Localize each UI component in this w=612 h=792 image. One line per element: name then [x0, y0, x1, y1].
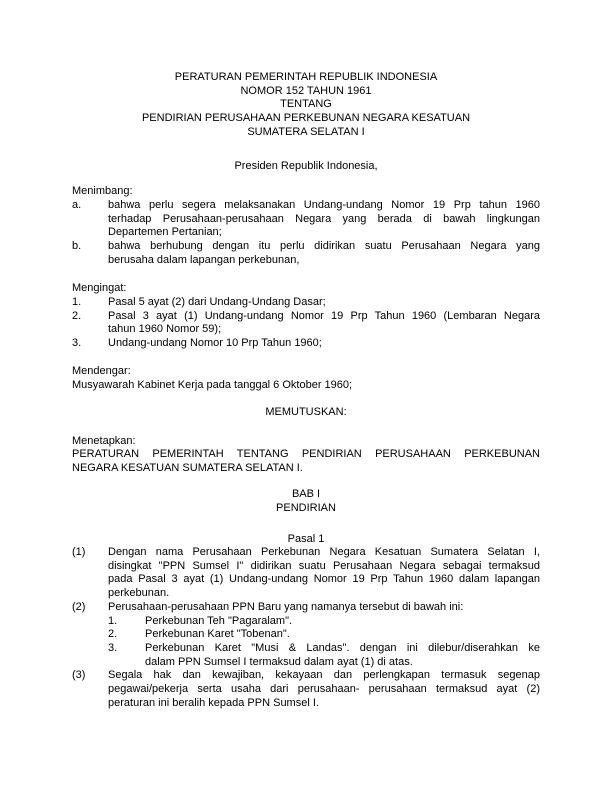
- mengingat-item-line: Undang-undang Nomor 10 Prp Tahun 1960;: [108, 337, 322, 350]
- title-line: PERATURAN PEMERINTAH REPUBLIK INDONESIA: [174, 71, 438, 83]
- memutuskan-heading: MEMUTUSKAN:: [265, 406, 347, 418]
- menimbang-item-marker: b.: [72, 240, 82, 253]
- sub-item-marker: 1.: [108, 614, 118, 627]
- bab-heading: [72, 488, 540, 515]
- mengingat-item-line: Pasal 5 ayat (2) dari Undang-Undang Dasar;: [108, 296, 326, 308]
- mengingat-item-marker: 1.: [72, 296, 82, 308]
- menimbang-item-line: bahwa perlu segera melaksanakan Undang-undang Nomor 19 Prp tahun 1960: [108, 199, 540, 211]
- title-line: PENDIRIAN PERUSAHAAN PERKEBUNAN NEGARA KESATUAN: [141, 112, 471, 125]
- mendengar-heading: Mendengar:: [72, 365, 131, 377]
- ayat-item-line: Dengan nama Perusahaan Perkebunan Negara Kesatuan Sumatera Selatan I,: [108, 546, 540, 558]
- sub-item-line: Perkebunan Teh "Pagaralam".: [145, 614, 293, 627]
- menetapkan-line: PERATURAN PEMERINTAH TENTANG PENDIRIAN PERUSAHAAN PERKEBUNAN: [72, 448, 540, 460]
- title-line: SUMATERA SELATAN I: [247, 125, 365, 138]
- sub-item-line: Perkebunan Karet "Musi & Landas". dengan ini dilebur/diserahkan ke: [145, 641, 540, 654]
- sub-item-line: dalam PPN Sumsel I termaksud dalam ayat (1) di atas.: [145, 655, 413, 668]
- menimbang-item: [108, 240, 540, 267]
- mengingat-item: [108, 310, 540, 337]
- title-line: NOMOR 152 TAHUN 1961: [240, 84, 372, 97]
- menimbang-item-marker: a.: [72, 199, 82, 211]
- ayat-item-line: peraturan ini beralih kepada PPN Sumsel I.: [108, 696, 319, 709]
- ayat-item-line: disingkat "PPN Sumsel I" didirikan suatu Perusahaan Negara sebagai termaksud: [108, 559, 540, 572]
- menimbang-heading: Menimbang:: [72, 185, 133, 197]
- ayat-item: [108, 669, 540, 710]
- sub-item-marker: 3.: [108, 641, 118, 654]
- menetapkan-text: [72, 448, 540, 475]
- mengingat-item-marker: 3.: [72, 337, 82, 350]
- menimbang-item: [108, 199, 540, 240]
- ayat-item-line: pada Pasal 3 ayat (1) Undang-undang Nomor 19 Prp Tahun 1960 dalam lapangan: [108, 573, 540, 586]
- menimbang-item-line: Departemen Pertanian;: [108, 226, 222, 239]
- bab-title: PENDIRIAN: [276, 501, 336, 514]
- menetapkan-heading: Menetapkan:: [72, 435, 136, 447]
- sub-item-line: Perkebunan Karet "Tobenan".: [145, 628, 290, 641]
- menetapkan-line: NEGARA KESATUAN SUMATERA SELATAN I.: [72, 461, 303, 474]
- mengingat-heading: Mengingat:: [72, 282, 127, 294]
- menimbang-item-line: berusaha dalam lapangan perkebunan,: [108, 253, 300, 266]
- ayat-item-line: Segala hak dan kewajiban, kekayaan dan perlengkapan termasuk segenap: [108, 669, 540, 682]
- mendengar-text: Musyawarah Kabinet Kerja pada tanggal 6 Oktober 1960;: [72, 379, 353, 391]
- sub-item: [145, 642, 540, 669]
- ayat-item: [108, 546, 540, 601]
- title-line: TENTANG: [280, 98, 332, 111]
- mengingat-item: [108, 337, 540, 351]
- mengingat-item-line: tahun 1960 Nomor 59);: [108, 323, 222, 336]
- president-line: Presiden Republik Indonesia,: [234, 160, 378, 172]
- ayat-item: [108, 601, 540, 615]
- sub-item: [145, 628, 540, 642]
- ayat-item-line: perkebunan.: [108, 587, 170, 600]
- mengingat-item: [108, 296, 540, 310]
- menimbang-item-line: terhadap Perusahaan-perusahaan Negara yang berada di bawah lingkungan: [108, 212, 540, 225]
- ayat-item-line: pegawai/pekerja serta usaha dari perusahaan- perusahaan termaksud ayat (2): [108, 683, 540, 695]
- menimbang-item-line: bahwa berhubung dengan itu perlu didirikan suatu Perusahaan Negara yang: [108, 240, 540, 253]
- bab-number: BAB I: [291, 488, 321, 500]
- sub-item-marker: 2.: [108, 628, 118, 641]
- pasal-title: Pasal 1: [287, 533, 325, 545]
- ayat-item-marker: (1): [72, 546, 86, 558]
- document-title: [72, 71, 540, 140]
- ayat-item-marker: (2): [72, 600, 86, 613]
- sub-item: [145, 615, 540, 629]
- ayat-item-line: Perusahaan-perusahaan PPN Baru yang namanya tersebut di bawah ini:: [108, 600, 464, 613]
- ayat-item-marker: (3): [72, 669, 86, 682]
- mengingat-item-marker: 2.: [72, 309, 82, 322]
- mengingat-item-line: Pasal 3 ayat (1) Undang-undang Nomor 19 Prp Tahun 1960 (Lembaran Negara: [108, 309, 540, 322]
